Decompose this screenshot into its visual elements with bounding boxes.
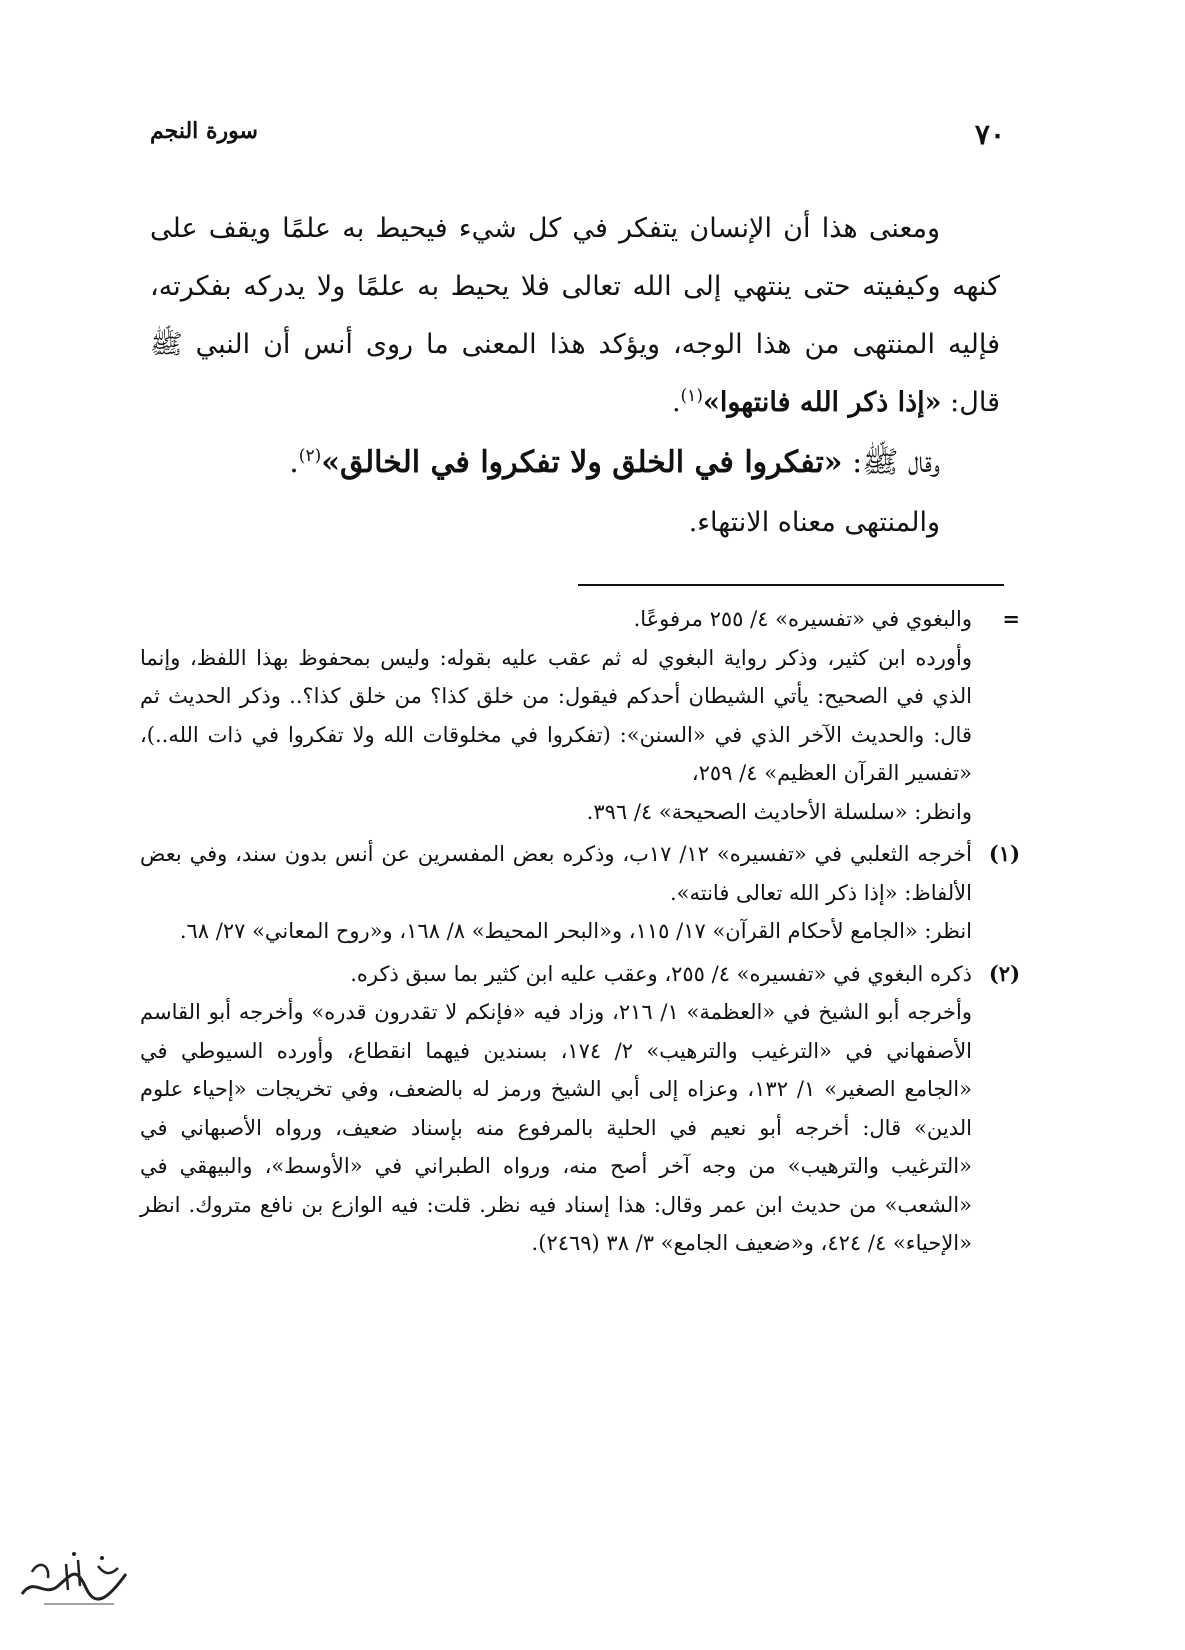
paragraph-1-end: . (671, 387, 681, 418)
footnote-line: ذكره البغوي في «تفسيره» ٤/ ٢٥٥، وعقب عليه ابن كثير بما سبق ذكره. (350, 961, 972, 986)
footnotes (140, 600, 1020, 1267)
paragraph-3: والمنتهى معناه الانتهاء. (688, 507, 940, 538)
page-header (150, 118, 1005, 158)
footnote-line: والبغوي في «تفسيره» ٤/ ٢٥٥ مرفوعًا. (633, 607, 972, 631)
footnote-line: وأورده ابن كثير، وذكر رواية البغوي له ثم عقب عليه بقوله: وليس بمحفوظ بهذا اللفظ، وإنما الذي في الصحيح: يأتي الشيطان أحدكم فيقول: من خلق كذا؟ من خلق كذا؟.. وذكر الحديث ثم قال: والحديث الآخر الذي في «السنن»: (تفكروا في مخلوقات الله ولا تفكروا في ذات الله..)، «تفسير القرآن العظيم» ٤/ ٢٥٩، (140, 645, 972, 785)
footnote-line: انظر: «الجامع لأحكام القرآن» ١٧/ ١١٥، و«البحر المحيط» ٨/ ١٦٨، و«روح المعاني» ٢٧/ ٦٨. (179, 919, 972, 943)
page-number: ٧٠ (974, 118, 1005, 151)
paragraph-2-lead: وقال ﷺ: (852, 445, 940, 480)
footnote-2-number: (٢) (988, 960, 1020, 986)
paragraph-2 (150, 432, 1000, 494)
paragraph-1-text: ومعنى هذا أن الإنسان يتفكر في كل شيء فيحيط به علمًا ويقف على كنهه وكيفيته حتى ينتهي إلى الله تعالى فلا يحيط به علمًا ولا يدركه بفكرته، فإليه المنتهى من هذا الوجه، ويؤكد هذا المعنى ما روى أنس أن النبي ﷺ قال: (150, 213, 1000, 418)
footnote-1 (140, 835, 1020, 951)
footnote-line: أخرجه الثعلبي في «تفسيره» ١٢/ ١٧ب، وذكره بعض المفسرين عن أنس بدون سند، وفي بعض الألفاظ: «إذا ذكر الله تعالى فانته». (140, 842, 972, 905)
footnote-1-number: (١) (988, 841, 1020, 866)
footnote-separator (578, 584, 1004, 586)
surah-title: سورة النجم (150, 118, 258, 144)
main-text (150, 200, 1000, 552)
footnote-ref-2: (٢) (298, 446, 322, 466)
hadith-quote-1: «إذا ذكر الله فانتهوا» (702, 387, 942, 418)
watermark-logo (14, 1546, 134, 1616)
footnote-2 (140, 955, 1020, 1263)
hadith-quote-2: «تفكروا في الخلق ولا تفكروا في الخالق» (321, 445, 843, 480)
footnote-continuation (140, 600, 1020, 831)
footnote-line: وأخرجه أبو الشيخ في «العظمة» ١/ ٢١٦، وزاد فيه «فإنكم لا تقدرون قدره» وأخرجه أبو القاسم الأصفهاني في «الترغيب والترهيب» ٢/ ١٧٤، بسندين فيهما انقطاع، وأورده السيوطي في «الجامع الصغير» ١/ ١٣٢، وعزاه إلى أبي الشيخ ورمز له بالضعف، وفي تخريجات «إحياء علوم الدين» قال: أخرجه أبو نعيم في الحلية بالمرفوع منه بإسناد ضعيف، ورواه الأصبهاني في «الترغيب والترهيب» من وجه آخر أصح منه، ورواه الطبراني في «الأوسط»، والبيهقي في «الشعب» من حديث ابن عمر وقال: هذا إسناد فيه نظر. قلت: فيه الوازع بن نافع متروك. انظر «الإحياء» ٤/ ٤٢٤، و«ضعيف الجامع» ٣/ ٣٨ (٢٤٦٩). (140, 1000, 973, 1255)
continuation-mark: = (1002, 606, 1020, 631)
paragraph-2-end: . (289, 445, 299, 480)
footnote-line: وانظر: «سلسلة الأحاديث الصحيحة» ٤/ ٣٩٦. (586, 799, 972, 824)
paragraph-1 (150, 200, 1000, 432)
footnote-ref-1: (١) (680, 386, 703, 406)
